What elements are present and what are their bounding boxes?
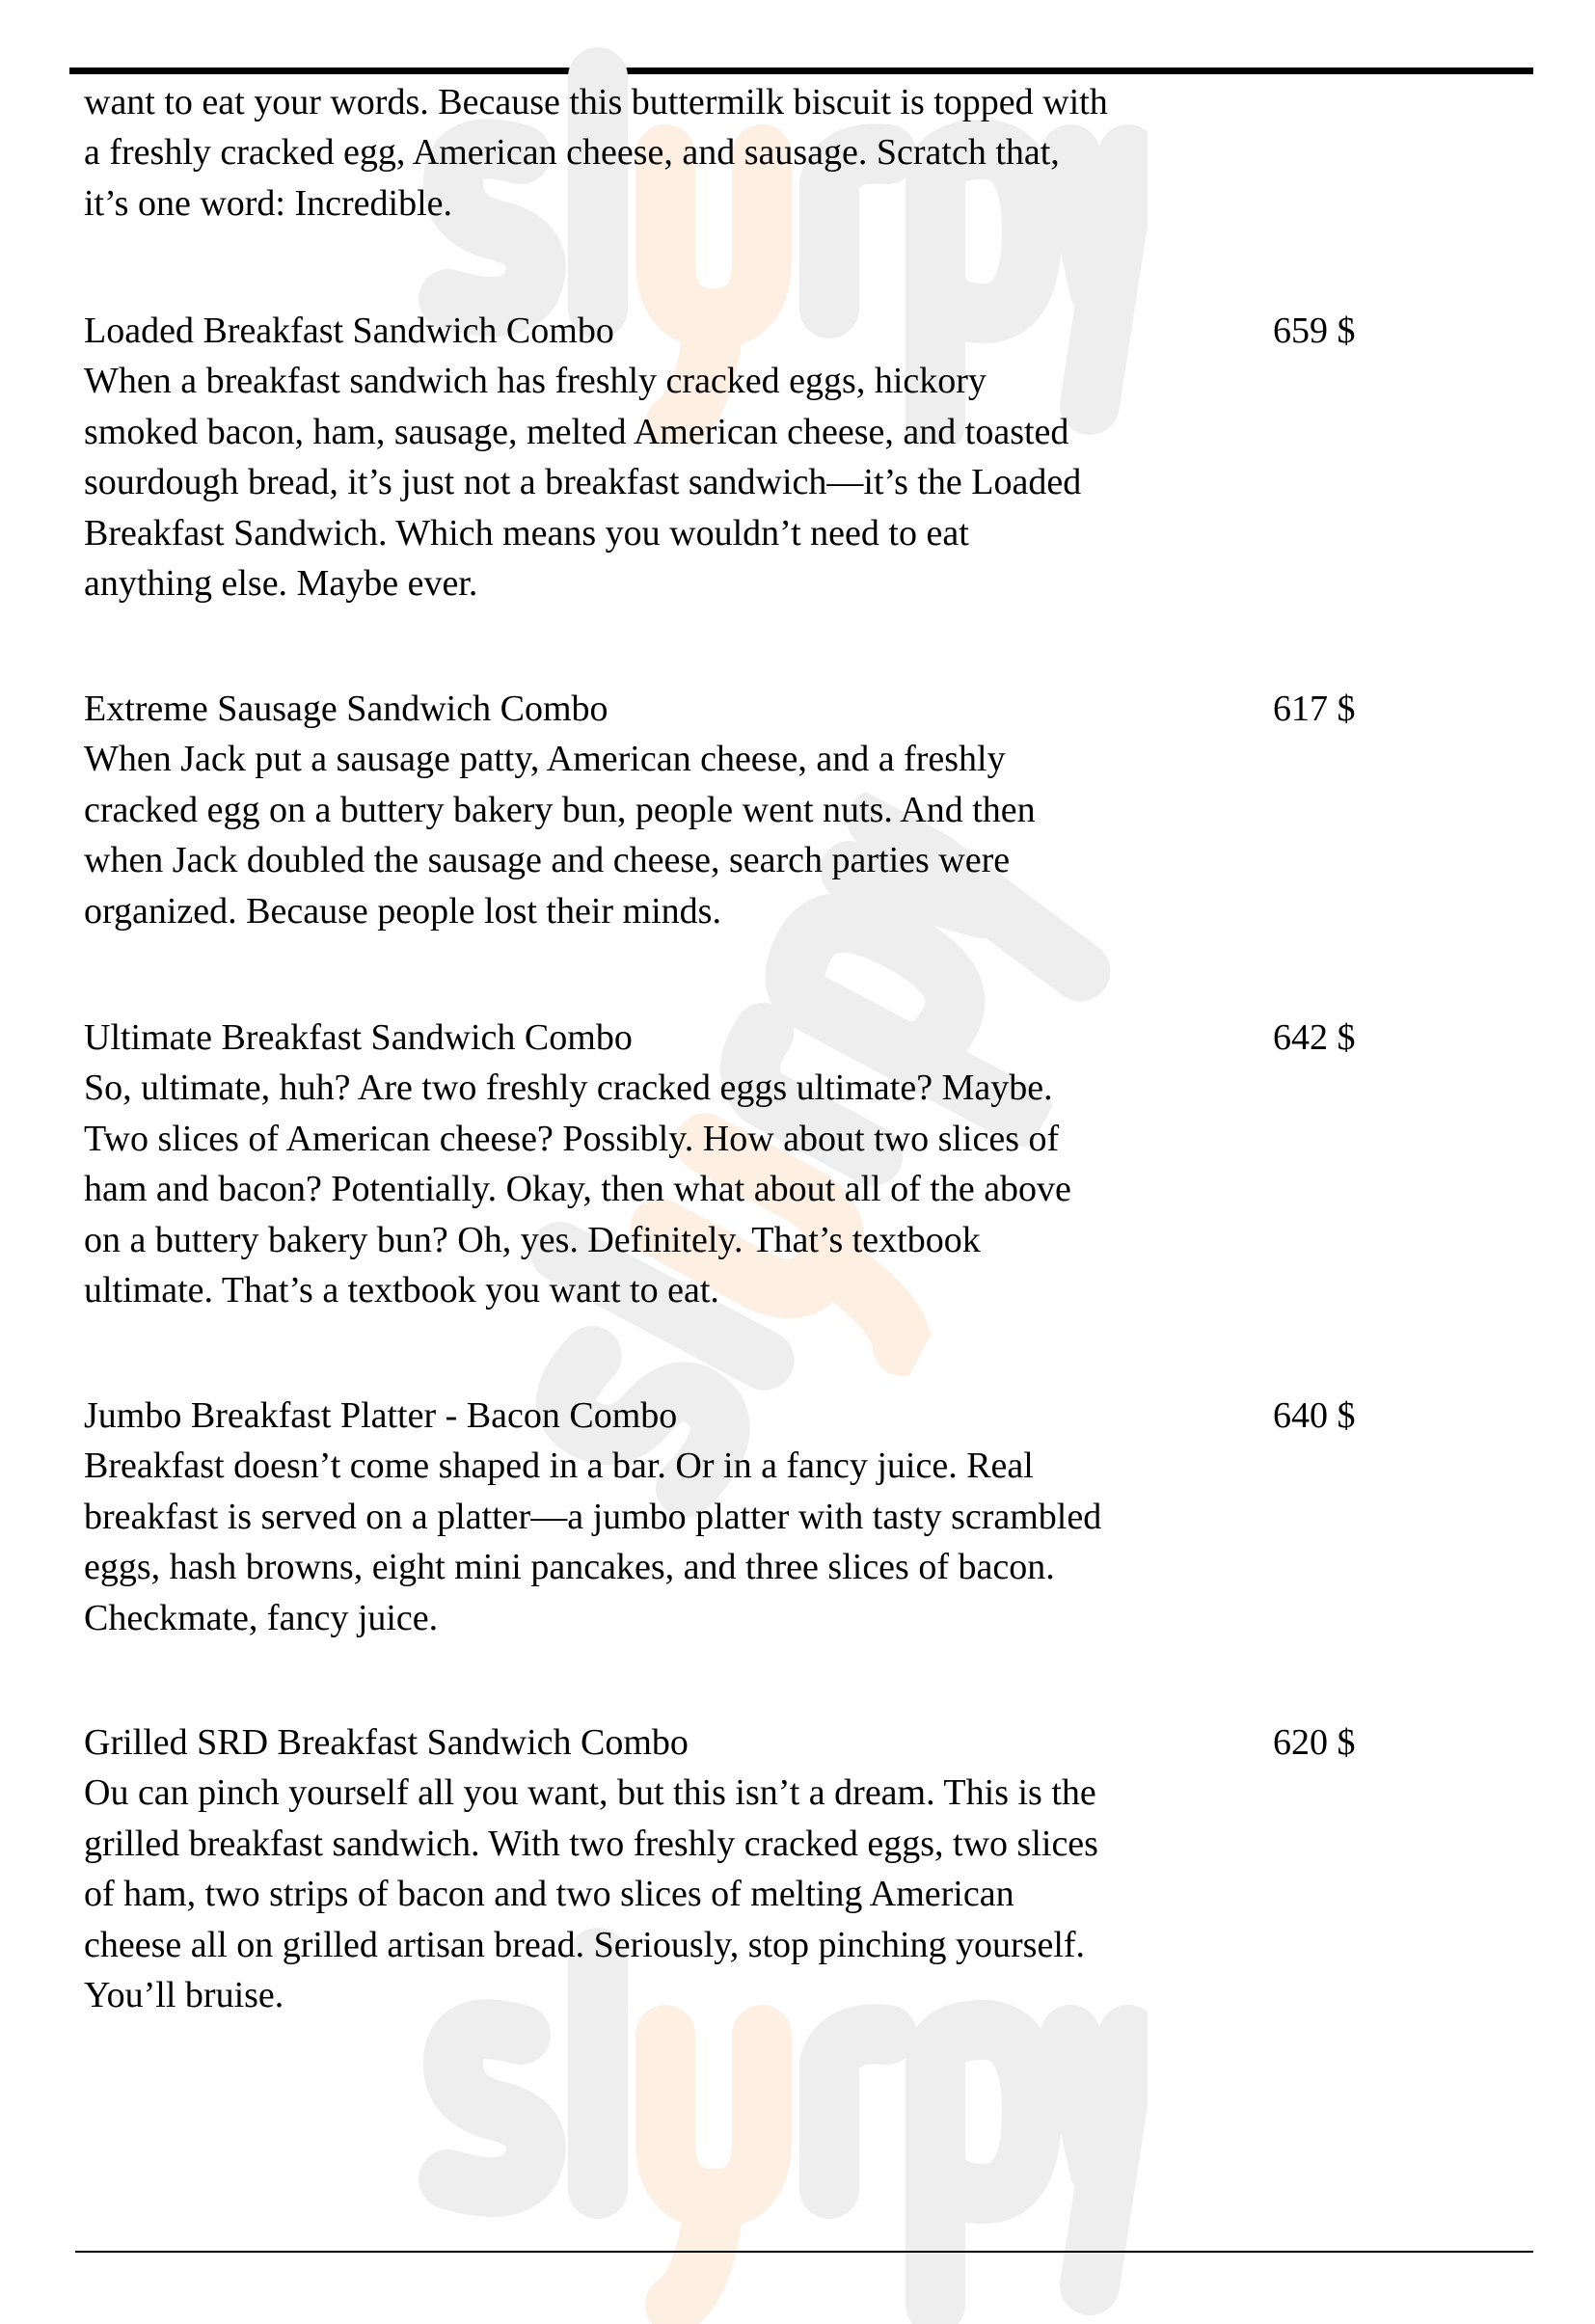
description-line: So, ultimate, huh? Are two freshly cracked eggs ultimate? Maybe. (84, 1067, 1053, 1109)
description-line: it’s one word: Incredible. (84, 182, 453, 224)
description-line: eggs, hash browns, eight mini pancakes, and three slices of bacon. (84, 1547, 1055, 1588)
menu-item (84, 1717, 1530, 2020)
description-line: sourdough bread, it’s just not a breakfast sandwich—it’s the Loaded (84, 462, 1082, 503)
description-line: When a breakfast sandwich has freshly cracked eggs, hickory (84, 361, 987, 402)
menu-item (84, 306, 1530, 608)
description-line: smoked bacon, ham, sausage, melted American cheese, and toasted (84, 411, 1069, 452)
menu-item (84, 684, 1530, 936)
description-line: ultimate. That’s a textbook you want to eat. (84, 1270, 719, 1311)
description-line: Breakfast doesn’t come shaped in a bar. Or in a fancy juice. Real (84, 1446, 1034, 1487)
description-line: organized. Because people lost their minds. (84, 890, 721, 932)
description-line: cheese all on grilled artisan bread. Seriously, stop pinching yourself. (84, 1924, 1086, 1965)
item-price: 617 $ (1273, 689, 1356, 729)
item-price: 620 $ (1273, 1722, 1356, 1763)
item-price: 642 $ (1273, 1017, 1356, 1058)
item-price: 659 $ (1273, 311, 1356, 351)
description-line: of ham, two strips of bacon and two slices of melting American (84, 1874, 1014, 1915)
intro-description (84, 77, 1530, 229)
item-name: Extreme Sausage Sandwich Combo (84, 689, 608, 729)
item-name: Loaded Breakfast Sandwich Combo (84, 311, 614, 351)
top-rule (69, 68, 1533, 74)
description-line: You’ll bruise. (84, 1975, 284, 2016)
item-name: Grilled SRD Breakfast Sandwich Combo (84, 1722, 689, 1763)
bottom-rule (75, 2251, 1533, 2253)
description-line: Checkmate, fancy juice. (84, 1597, 439, 1638)
description-line: when Jack doubled the sausage and cheese, search parties were (84, 840, 1011, 881)
description-line: Two slices of American cheese? Possibly. How about two slices of (84, 1118, 1060, 1159)
description-line: want to eat your words. Because this buttermilk biscuit is topped with (84, 82, 1108, 122)
description-line: cracked egg on a buttery bakery bun, people went nuts. And then (84, 789, 1036, 830)
description-line: anything else. Maybe ever. (84, 563, 478, 605)
item-name: Ultimate Breakfast Sandwich Combo (84, 1017, 633, 1058)
description-line: grilled breakfast sandwich. With two freshly cracked eggs, two slices (84, 1823, 1098, 1864)
description-line: breakfast is served on a platter—a jumbo platter with tasty scrambled (84, 1496, 1102, 1537)
menu-item (84, 1013, 1530, 1315)
item-name: Jumbo Breakfast Platter - Bacon Combo (84, 1395, 678, 1436)
description-line: Ou can pinch yourself all you want, but this isn’t a dream. This is the (84, 1772, 1096, 1814)
description-line: ham and bacon? Potentially. Okay, then what about all of the above (84, 1169, 1071, 1210)
item-price: 640 $ (1273, 1395, 1356, 1436)
description-line: on a buttery bakery bun? Oh, yes. Definitely. That’s textbook (84, 1219, 981, 1260)
description-line: a freshly cracked egg, American cheese, and sausage. Scratch that, (84, 132, 1060, 174)
description-line: Breakfast Sandwich. Which means you wouldn’t need to eat (84, 512, 969, 554)
menu-item (84, 1391, 1530, 1643)
description-line: When Jack put a sausage patty, American cheese, and a freshly (84, 739, 1006, 780)
